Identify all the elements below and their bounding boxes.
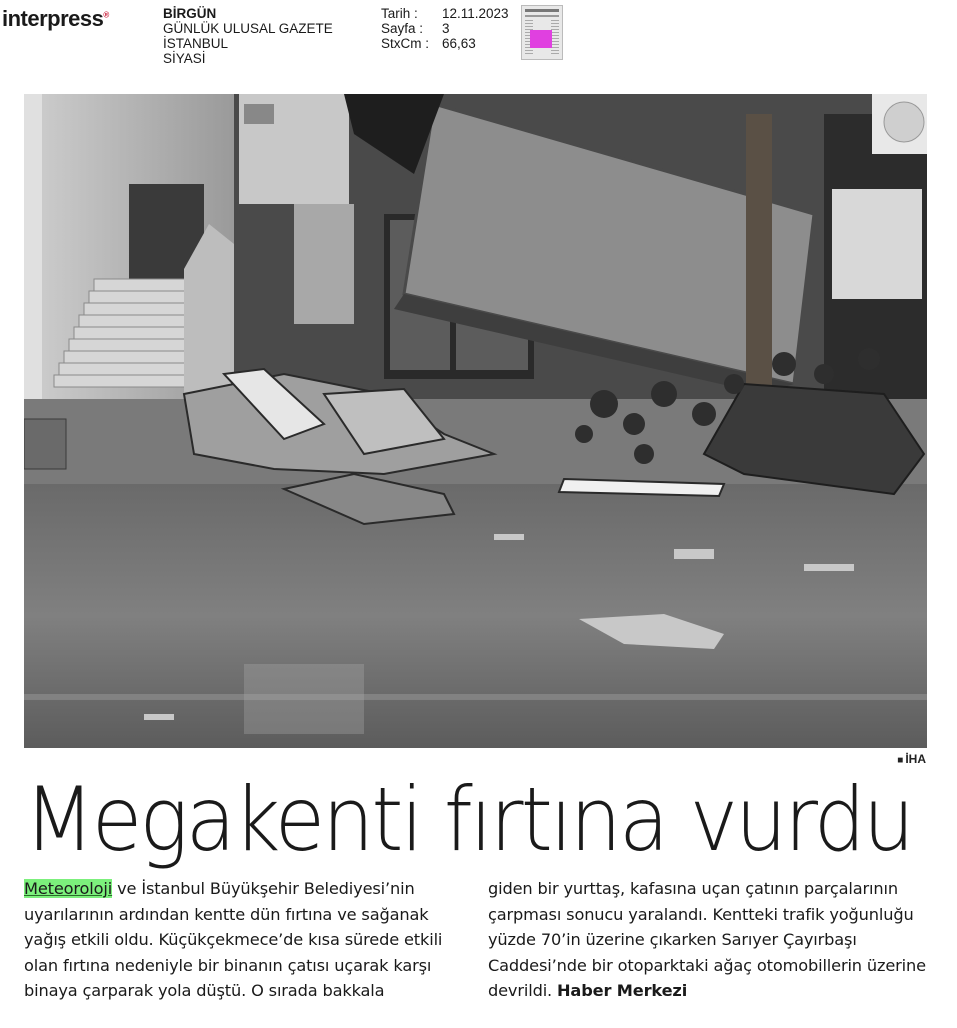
publication-section: SİYASİ	[163, 51, 206, 66]
article-text-left: ve İstanbul Büyükşehir Belediyesi’nin uyarılarının ardından kentte dün fırtına ve sağanak yağış etkili oldu. Küçükçekmece’de kısa sürede etkili olan fırtına nedeniyle bir binanın çatısı uçarak karşı binaya çarparak yola düştü. O sırada bakkala	[24, 879, 443, 1000]
article-headline: Megakenti fırtına vurdu	[24, 768, 912, 871]
thumbnail-masthead	[525, 9, 559, 12]
interpress-logo	[2, 6, 109, 32]
thumbnail-column-right	[551, 20, 559, 55]
storm-damage-illustration	[24, 94, 927, 748]
stxcm-label: StxCm :	[381, 36, 430, 51]
page-value: 3	[442, 21, 450, 36]
article-column-right	[488, 876, 928, 1004]
highlighted-keyword[interactable]: Meteoroloji	[24, 879, 113, 898]
thumbnail-article-highlight	[530, 30, 552, 48]
date-label: Tarih :	[381, 6, 418, 21]
camera-icon: ■	[897, 755, 904, 766]
meta-values	[442, 6, 509, 51]
publication-info	[163, 6, 333, 66]
thumbnail-rule	[525, 15, 559, 17]
publication-type: GÜNLÜK ULUSAL GAZETE	[163, 21, 333, 36]
stxcm-value: 66,63	[442, 36, 476, 51]
publication-name: BİRGÜN	[163, 6, 217, 21]
meta-labels	[381, 6, 429, 51]
article-column-left	[24, 876, 464, 1004]
article-byline: Haber Merkezi	[557, 981, 688, 1000]
publication-city: İSTANBUL	[163, 36, 229, 51]
photo-credit-text: İHA	[905, 752, 926, 766]
article-photo	[24, 94, 927, 748]
page-label: Sayfa :	[381, 21, 424, 36]
date-value: 12.11.2023	[442, 6, 509, 21]
logo-text: interpress	[2, 6, 104, 31]
logo-registered-mark: ®	[103, 10, 109, 20]
page-thumbnail[interactable]	[521, 5, 563, 60]
photo-credit	[897, 752, 926, 766]
article-text-right: giden bir yurttaş, kafasına uçan çatının parçalarının çarpması sonucu yaralandı. Kentteki trafik yoğunluğu yüzde 70’in üzerine çıkarken Sarıyer Çayırbaşı Caddesi’nde bir otoparktaki ağaç otomobillerin üzerine devrildi.	[488, 879, 926, 1000]
